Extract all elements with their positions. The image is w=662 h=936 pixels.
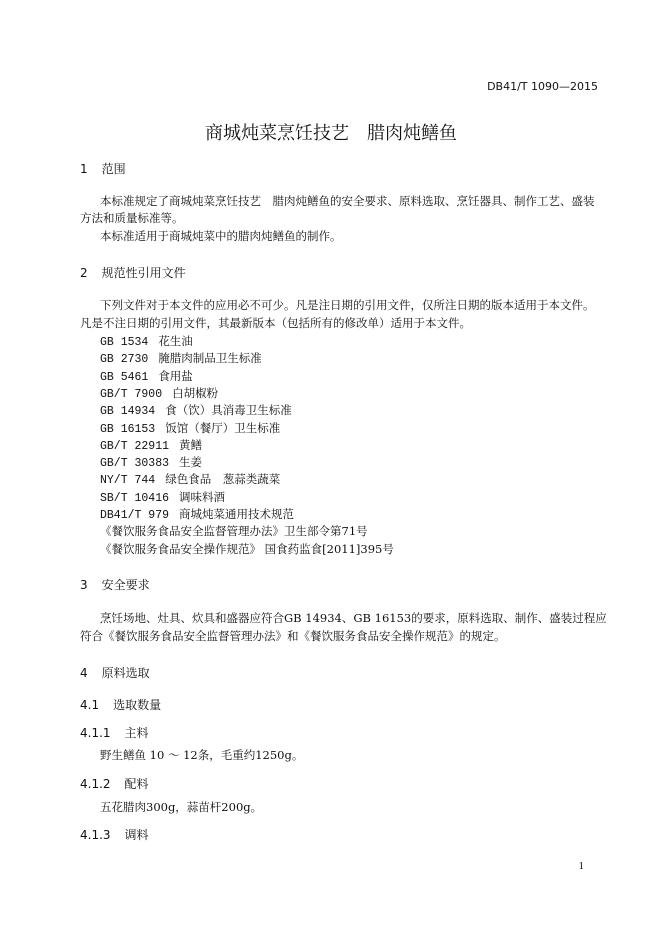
- section-number: 1: [80, 162, 88, 176]
- reference-item: [100, 420, 280, 436]
- reference-code: GB 16153: [100, 422, 156, 436]
- reference-name: 商城炖菜通用技术规范: [179, 507, 295, 521]
- reference-code: GB 1534: [100, 336, 149, 349]
- reference-code: GB 2730: [100, 353, 149, 367]
- reference-name: 花生油: [158, 334, 193, 348]
- reference-item: [100, 489, 225, 505]
- paragraph: 本标准规定了商城炖菜烹饪技艺 腊肉炖鳝鱼的安全要求、原料选取、烹饪器具、制作工艺、盛装: [100, 194, 595, 208]
- reference-item: [100, 506, 294, 522]
- paragraph: 五花腊肉300g，蒜苗杆200g。: [100, 800, 263, 814]
- section-3-heading: [80, 576, 150, 593]
- section-title: 安全要求: [101, 578, 150, 592]
- reference-name: 腌腊肉制品卫生标准: [158, 351, 262, 366]
- reference-name: 食（饮）具消毒卫生标准: [165, 403, 292, 418]
- section-number: 2: [80, 266, 88, 280]
- section-title: 范围: [101, 162, 126, 176]
- reference-item: [100, 437, 202, 453]
- subsection-title: 选取数量: [113, 698, 162, 712]
- subsection-4-1-heading: [80, 696, 161, 713]
- subsection-title: 配料: [124, 777, 149, 791]
- subsection-number: 4.1: [80, 698, 100, 712]
- subsection-number: 4.1.3: [80, 828, 111, 842]
- reference-code: GB 14934: [100, 405, 156, 419]
- subsection-title: 主料: [124, 726, 149, 740]
- reference-code: GB/T 22911: [100, 439, 170, 453]
- reference-name: 白胡椒粉: [172, 385, 219, 400]
- section-4-heading: [80, 664, 150, 681]
- subsection-number: 4.1.2: [80, 777, 111, 791]
- reference-item: [100, 454, 202, 470]
- reference-name: 饭馆（餐厅）卫生标准: [165, 420, 281, 435]
- reference-code: GB 5461: [100, 370, 149, 384]
- subsection-title: 调料: [124, 828, 149, 842]
- document-code: DB41/T 1090—2015: [487, 80, 598, 93]
- paragraph: 方法和质量标准等。: [80, 211, 184, 225]
- reference-name: 食用盐: [158, 368, 193, 383]
- reference-item: [100, 350, 262, 366]
- reference-item: [100, 385, 218, 401]
- page-number: 1: [578, 860, 584, 872]
- paragraph: 本标准适用于商城炖菜中的腊肉炖鳝鱼的制作。: [100, 229, 342, 243]
- paragraph: 烹饪场地、灶具、炊具和盛器应符合GB 14934、GB 16153的要求，原料选取、制作、盛装过程应: [100, 611, 607, 625]
- reference-code: GB/T 7900: [100, 387, 163, 401]
- section-number: 4: [80, 666, 88, 680]
- section-1-heading: [80, 160, 126, 177]
- paragraph: 下列文件对于本文件的应用必不可少。凡是注日期的引用文件，仅所注日期的版本适用于本文件。: [100, 298, 595, 312]
- subsection-4-1-2-heading: [80, 775, 149, 792]
- reference-name: 绿色食品 葱蒜类蔬菜: [165, 472, 281, 487]
- reference-item: [100, 333, 193, 349]
- subsection-4-1-3-heading: [80, 826, 149, 843]
- reference-code: NY/T 744: [100, 474, 156, 488]
- section-title: 原料选取: [101, 666, 150, 680]
- reference-code: GB/T 30383: [100, 457, 170, 471]
- subsection-number: 4.1.1: [80, 726, 111, 740]
- section-title: 规范性引用文件: [101, 266, 186, 280]
- reference-name: 生姜: [179, 455, 203, 470]
- document-title: 商城炖菜烹饪技艺 腊肉炖鳝鱼: [205, 123, 457, 144]
- reference-code: DB41/T 979: [100, 509, 170, 522]
- paragraph: 野生鳝鱼 10 ～ 12条，毛重约1250g。: [100, 748, 304, 762]
- section-number: 3: [80, 578, 88, 592]
- reference-document: 《餐饮服务食品安全监督管理办法》卫生部令第71号: [100, 524, 368, 538]
- subsection-4-1-1-heading: [80, 724, 149, 741]
- reference-document: 《餐饮服务食品安全操作规范》 国食药监食[2011]395号: [100, 542, 394, 556]
- reference-item: [100, 471, 280, 487]
- reference-name: 黄鳝: [179, 437, 203, 452]
- paragraph: 凡是不注日期的引用文件，其最新版本（包括所有的修改单）适用于本文件。: [80, 316, 471, 330]
- reference-name: 调味料酒: [179, 489, 226, 504]
- reference-item: [100, 368, 193, 384]
- reference-code: SB/T 10416: [100, 491, 170, 505]
- paragraph: 符合《餐饮服务食品安全监督管理办法》和《餐饮服务食品安全操作规范》的规定。: [80, 629, 506, 643]
- section-2-heading: [80, 264, 186, 281]
- reference-item: [100, 402, 292, 418]
